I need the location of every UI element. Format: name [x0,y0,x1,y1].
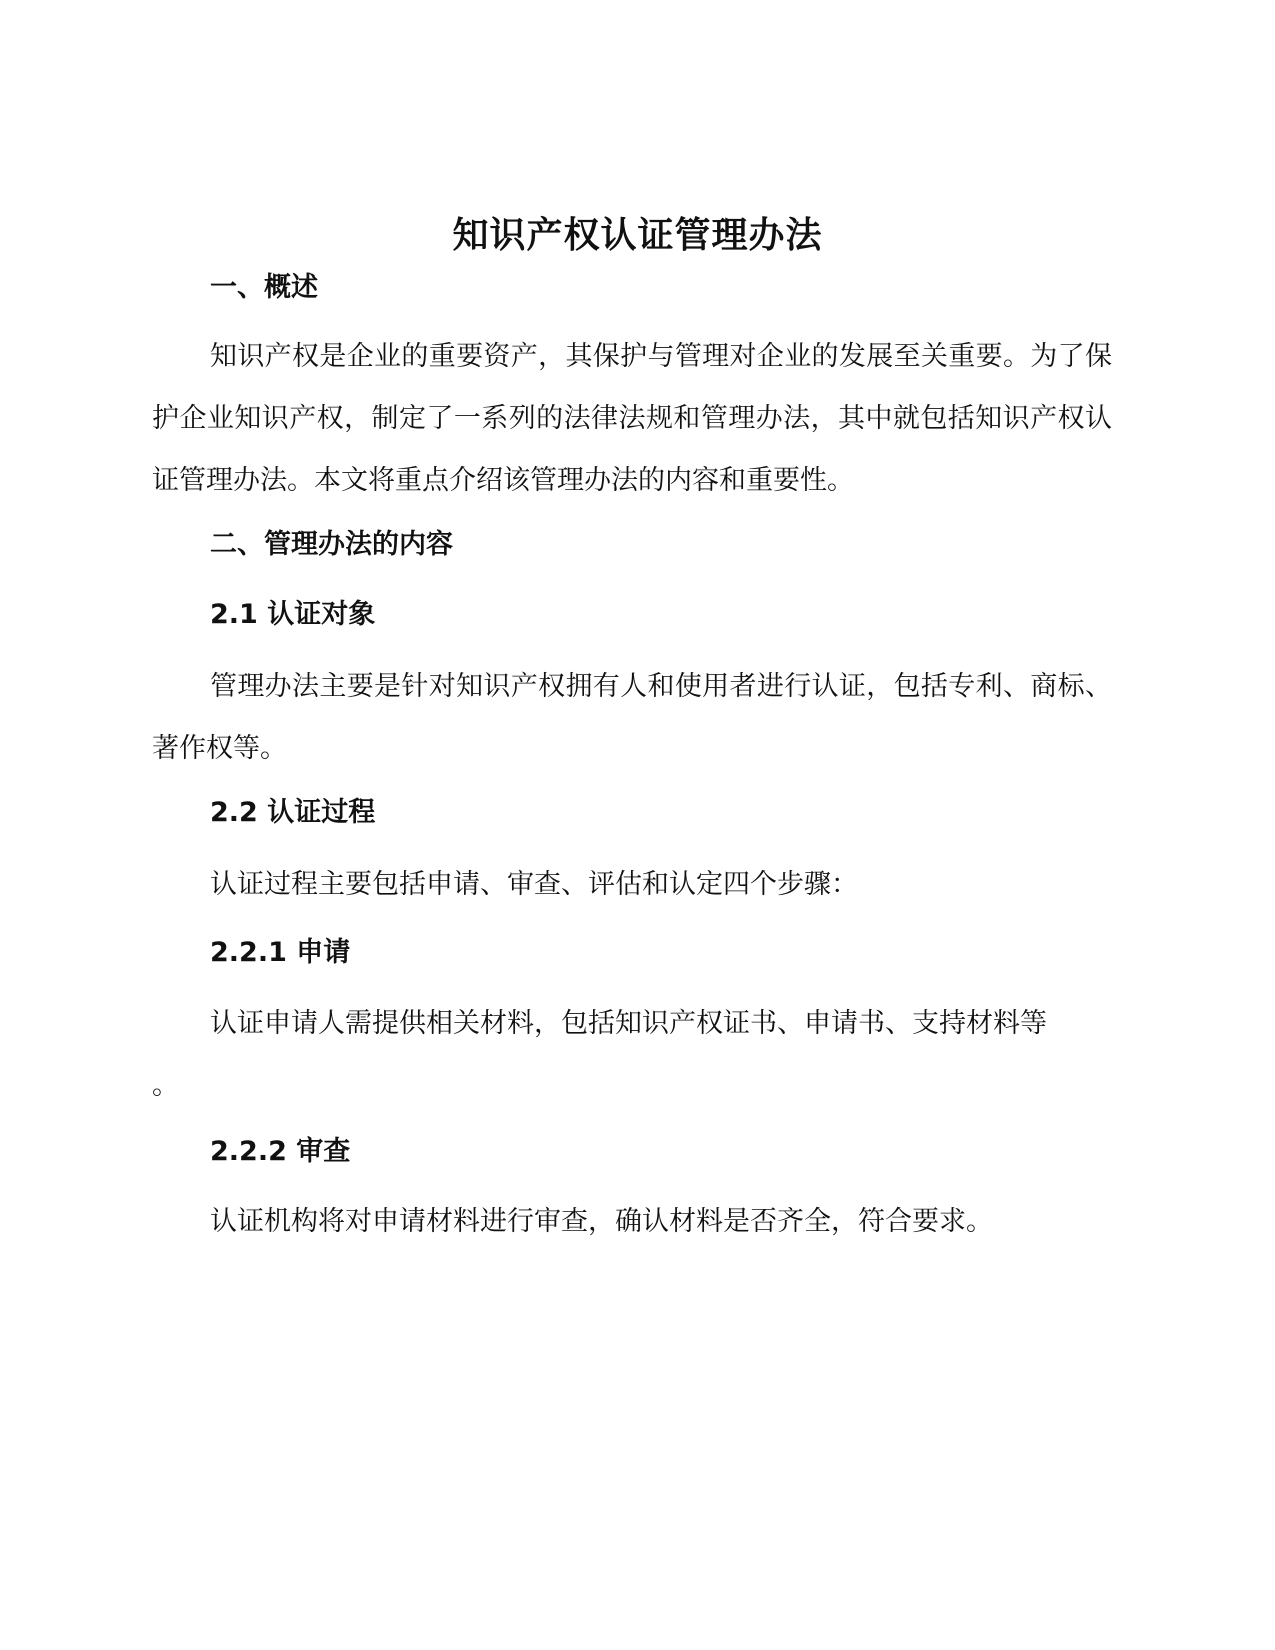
overview-paragraph: 知识产权是企业的重要资产，其保护与管理对企业的发展至关重要。为了保护企业知识产权，制定了一系列的法律法规和管理办法，其中就包括知识产权认证管理办法。本文将重点介绍该管理办法的内容和重要性。 [152,341,1112,496]
subsection-paragraph-2-2-1-line2: 。 [152,1070,179,1101]
subsection-heading-2-2-1: 2.2.1 申请 [210,937,351,968]
subsection-paragraph-2-2-2: 认证机构将对申请材料进行审查，确认材料是否齐全，符合要求。 [210,1206,993,1237]
document-title: 知识产权认证管理办法 [452,215,823,256]
subsection-paragraph-2-1: 管理办法主要是针对知识产权拥有人和使用者进行认证，包括专利、商标、著作权等。 [152,671,1112,764]
subsection-heading-2-2-2: 2.2.2 审查 [210,1136,351,1167]
subsection-paragraph-2-2-1-line1: 认证申请人需提供相关材料，包括知识产权证书、申请书、支持材料等 [210,1008,1047,1039]
section-heading-content: 二、管理办法的内容 [210,529,453,560]
section-heading-overview: 一、概述 [210,272,318,303]
subsection-heading-2-2: 2.2 认证过程 [210,797,376,828]
subsection-heading-2-1: 2.1 认证对象 [210,599,376,630]
subsection-paragraph-2-2: 认证过程主要包括申请、审查、评估和认定四个步骤： [210,869,858,900]
